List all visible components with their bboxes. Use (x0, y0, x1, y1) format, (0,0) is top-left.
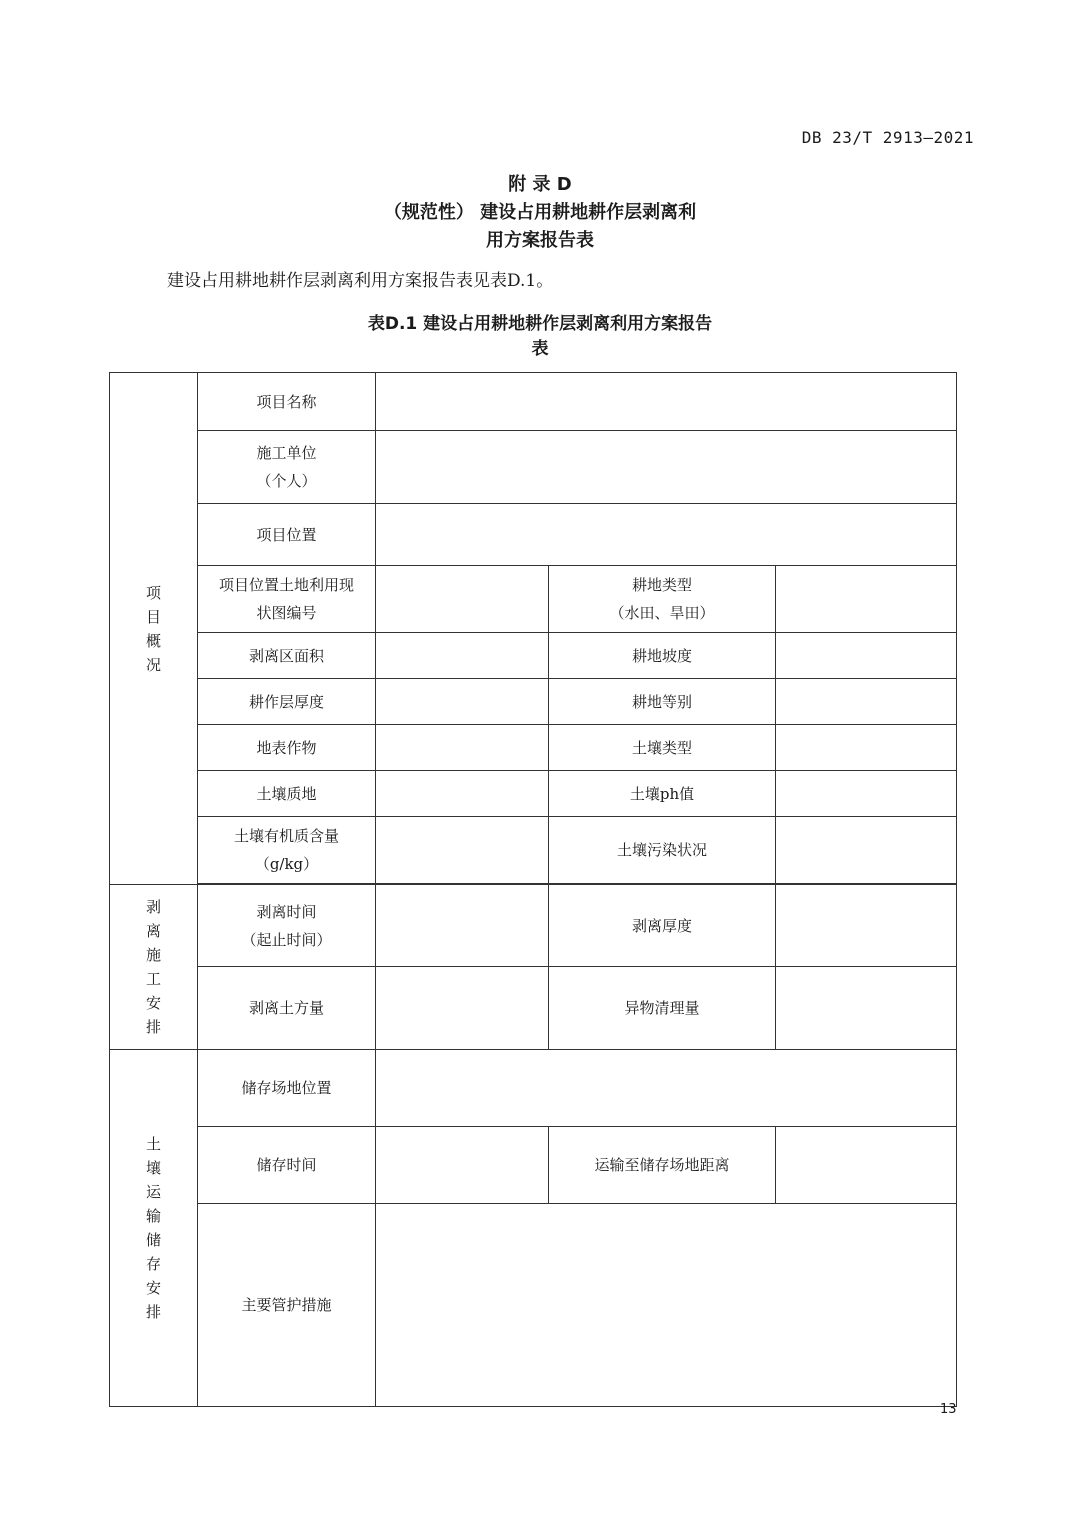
value-protection-measures[interactable] (376, 1204, 957, 1407)
value-contractor[interactable] (376, 431, 957, 504)
appendix-label: 附 录 D (508, 174, 572, 195)
value-organic-matter[interactable] (376, 817, 549, 884)
table-row (110, 725, 957, 771)
value-strip-thickness[interactable] (776, 885, 957, 967)
label-project-name: 项目名称 (198, 373, 376, 431)
table-row (110, 566, 957, 633)
value-project-location[interactable] (376, 504, 957, 566)
label-contractor: 施工单位 （个人） (198, 431, 376, 504)
section-stripping-arrangement: 剥 离 施 工 安 排 (110, 885, 198, 1050)
table-row (110, 633, 957, 679)
label-strip-area: 剥离区面积 (198, 633, 376, 679)
value-soil-ph[interactable] (776, 771, 957, 817)
label-surface-crops: 地表作物 (198, 725, 376, 771)
value-soil-type[interactable] (776, 725, 957, 771)
value-debris-volume[interactable] (776, 967, 957, 1050)
value-topsoil-thickness[interactable] (376, 679, 549, 725)
label-protection-measures: 主要管护措施 (198, 1204, 376, 1407)
value-strip-volume[interactable] (376, 967, 549, 1050)
value-soil-texture[interactable] (376, 771, 549, 817)
value-project-name[interactable] (376, 373, 957, 431)
table-row (110, 1204, 957, 1407)
section-project-overview: 项 目 概 况 (110, 373, 198, 885)
value-farmland-slope[interactable] (776, 633, 957, 679)
label-strip-time: 剥离时间 （起止时间） (198, 885, 376, 967)
label-transport-distance: 运输至储存场地距离 (549, 1127, 776, 1204)
label-strip-volume: 剥离土方量 (198, 967, 376, 1050)
table-row (110, 1050, 957, 1127)
value-soil-pollution[interactable] (776, 817, 957, 884)
table-row (110, 817, 957, 884)
label-soil-pollution: 土壤污染状况 (549, 817, 776, 884)
label-strip-thickness: 剥离厚度 (549, 885, 776, 967)
value-storage-time[interactable] (376, 1127, 549, 1204)
label-farmland-grade: 耕地等别 (549, 679, 776, 725)
value-surface-crops[interactable] (376, 725, 549, 771)
intro-paragraph: 建设占用耕地耕作层剥离利用方案报告表见表D.1。 (167, 271, 554, 291)
label-organic-matter: 土壤有机质含量 （g/kg） (198, 817, 376, 884)
label-farmland-type: 耕地类型 （水田、旱田） (549, 566, 776, 633)
table-caption-line1: 表D.1 建设占用耕地耕作层剥离利用方案报告 (367, 314, 713, 334)
value-land-use-map-number[interactable] (376, 566, 549, 633)
table-row (110, 504, 957, 566)
section-soil-storage-arrangement: 土 壤 运 输 储 存 安 排 (110, 1050, 198, 1407)
table-row (110, 679, 957, 725)
table-row (110, 373, 957, 431)
value-farmland-grade[interactable] (776, 679, 957, 725)
label-land-use-map-number: 项目位置土地利用现 状图编号 (198, 566, 376, 633)
label-topsoil-thickness: 耕作层厚度 (198, 679, 376, 725)
value-strip-time[interactable] (376, 885, 549, 967)
value-storage-location[interactable] (376, 1050, 957, 1127)
value-farmland-type[interactable] (776, 566, 957, 633)
label-farmland-slope: 耕地坡度 (549, 633, 776, 679)
label-project-location: 项目位置 (198, 504, 376, 566)
table-row (110, 771, 957, 817)
label-storage-time: 储存时间 (198, 1127, 376, 1204)
appendix-title-line2: 用方案报告表 (486, 230, 594, 251)
table-row (110, 1127, 957, 1204)
table-row (110, 885, 957, 967)
value-transport-distance[interactable] (776, 1127, 957, 1204)
page-number: 13 (940, 1402, 957, 1417)
report-form-table (109, 372, 957, 1407)
table-caption-line2: 表 (531, 339, 549, 359)
document-code: DB 23/T 2913—2021 (801, 128, 974, 147)
label-debris-volume: 异物清理量 (549, 967, 776, 1050)
value-strip-area[interactable] (376, 633, 549, 679)
label-storage-location: 储存场地位置 (198, 1050, 376, 1127)
label-soil-texture: 土壤质地 (198, 771, 376, 817)
label-soil-ph: 土壤ph值 (549, 771, 776, 817)
table-row (110, 431, 957, 504)
table-row (110, 967, 957, 1050)
label-soil-type: 土壤类型 (549, 725, 776, 771)
appendix-title-line1: （规范性） 建设占用耕地耕作层剥离利 (383, 202, 697, 223)
